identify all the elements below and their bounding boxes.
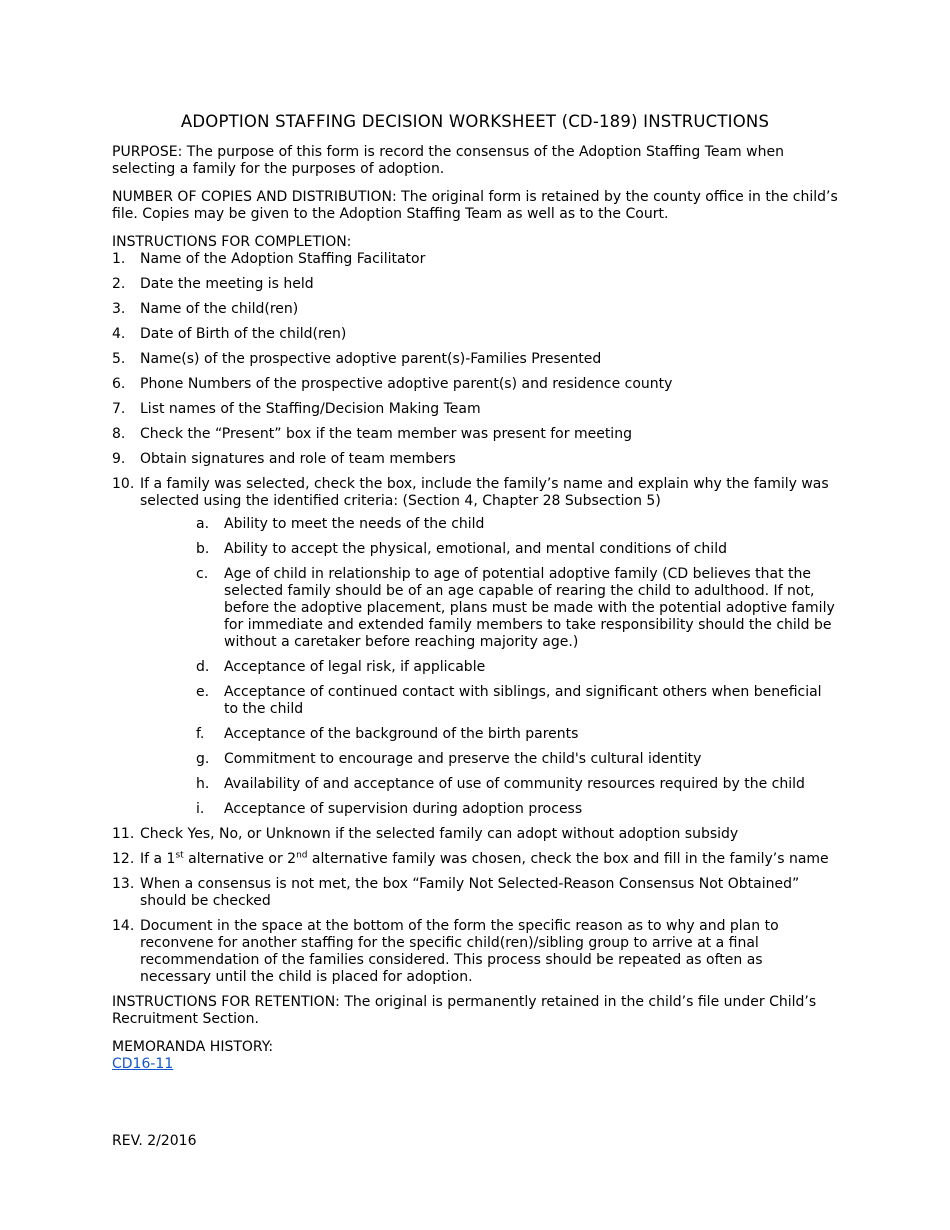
item-text: Name of the Adoption Staffing Facilitator <box>140 251 426 267</box>
item-number: 11. <box>112 826 135 842</box>
retention-text: The original is permanently retained in the child’s file under Child’s Recruitment Section. <box>112 994 817 1027</box>
item-number: 3. <box>112 301 126 317</box>
criteria-item <box>140 726 838 743</box>
criteria-letter: c. <box>196 566 209 582</box>
criteria-text: Acceptance of legal risk, if applicable <box>224 659 486 675</box>
list-item <box>112 876 838 910</box>
completion-heading: INSTRUCTIONS FOR COMPLETION: <box>112 234 352 250</box>
list-item <box>112 401 838 418</box>
item-number: 7. <box>112 401 126 417</box>
item-text: List names of the Staffing/Decision Making Team <box>140 401 481 417</box>
list-item <box>112 918 838 986</box>
list-item <box>112 826 838 843</box>
item-number: 1. <box>112 251 126 267</box>
criteria-letter: h. <box>196 776 210 792</box>
page-title: ADOPTION STAFFING DECISION WORKSHEET (CD-189) INSTRUCTIONS <box>180 112 770 131</box>
item-text: Obtain signatures and role of team members <box>140 451 456 467</box>
memo-link[interactable]: CD16-11 <box>112 1056 174 1072</box>
criteria-item <box>140 776 838 793</box>
criteria-letter: e. <box>196 684 210 700</box>
criteria-text: Age of child in relationship to age of potential adoptive family (CD believes that the selected family should be of an age capable of rearing the child to adulthood. If not, before the adoptive placement, plans must be made with the potential adoptive family for immediate and extended family members to take responsibility should the child be without a caretaker before reaching majority age.) <box>224 566 835 650</box>
item12-text-part3: alternative family was chosen, check the box and fill in the family’s name <box>307 851 829 867</box>
item-text: Date the meeting is held <box>140 276 314 292</box>
criteria-text: Availability of and acceptance of use of community resources required by the child <box>224 776 805 792</box>
item-number: 4. <box>112 326 126 342</box>
list-item <box>112 251 838 268</box>
item-number: 12. <box>112 851 135 867</box>
criteria-letter: f. <box>196 726 205 742</box>
distribution-section <box>112 189 838 223</box>
list-item <box>112 426 838 443</box>
criteria-item <box>140 659 838 676</box>
criteria-text: Ability to accept the physical, emotional, and mental conditions of child <box>224 541 727 557</box>
retention-label: INSTRUCTIONS FOR RETENTION: <box>112 994 340 1010</box>
list-item <box>112 326 838 343</box>
item-text: If a family was selected, check the box, include the family’s name and explain why the family was selected using the identified criteria: (Section 4, Chapter 28 Subsection 5) <box>140 476 829 509</box>
criteria-item <box>140 541 838 558</box>
purpose-section <box>112 144 838 178</box>
list-item <box>112 351 838 368</box>
criteria-item <box>140 684 838 718</box>
retention-section <box>112 994 838 1028</box>
item-number: 2. <box>112 276 126 292</box>
item-text: Name of the child(ren) <box>140 301 299 317</box>
criteria-text: Acceptance of continued contact with siblings, and significant others when beneficial to the child <box>224 684 822 717</box>
item12-superscript-1: st <box>175 850 184 861</box>
memoranda-heading: MEMORANDA HISTORY: <box>112 1039 274 1055</box>
item-number: 10. <box>112 476 135 492</box>
list-item <box>112 851 838 868</box>
criteria-text: Ability to meet the needs of the child <box>224 516 485 532</box>
criteria-text: Acceptance of supervision during adoption process <box>224 801 583 817</box>
criteria-letter: i. <box>196 801 205 817</box>
criteria-item <box>140 801 838 818</box>
item-number: 5. <box>112 351 126 367</box>
criteria-letter: b. <box>196 541 210 557</box>
criteria-item <box>140 566 838 651</box>
instruction-list <box>112 251 838 986</box>
item-number: 13. <box>112 876 135 892</box>
item12-text-part1: If a 1 <box>140 851 176 867</box>
list-item <box>112 476 838 818</box>
item-text <box>140 851 829 867</box>
criteria-text: Acceptance of the background of the birth parents <box>224 726 579 742</box>
item-text: When a consensus is not met, the box “Family Not Selected-Reason Consensus Not Obtained” should be checked <box>140 876 800 909</box>
item-text: Check the “Present” box if the team member was present for meeting <box>140 426 632 442</box>
list-item <box>112 301 838 318</box>
revision-label: REV. 2/2016 <box>112 1133 197 1149</box>
item-number: 6. <box>112 376 126 392</box>
criteria-letter: g. <box>196 751 210 767</box>
purpose-label: PURPOSE: <box>112 144 183 160</box>
criteria-letter: a. <box>196 516 210 532</box>
criteria-letter: d. <box>196 659 210 675</box>
item-text: Check Yes, No, or Unknown if the selected family can adopt without adoption subsidy <box>140 826 739 842</box>
criteria-item <box>140 751 838 768</box>
item-number: 8. <box>112 426 126 442</box>
distribution-label: NUMBER OF COPIES AND DISTRIBUTION: <box>112 189 397 205</box>
list-item <box>112 451 838 468</box>
list-item <box>112 276 838 293</box>
list-item <box>112 376 838 393</box>
item-number: 14. <box>112 918 135 934</box>
distribution-text: The original form is retained by the county office in the child’s file. Copies may be given to the Adoption Staffing Team as well as to the Court. <box>112 189 838 222</box>
item12-superscript-2: nd <box>296 850 308 861</box>
item-text: Name(s) of the prospective adoptive parent(s)-Families Presented <box>140 351 602 367</box>
document-page <box>112 112 838 1073</box>
item-text: Document in the space at the bottom of the form the specific reason as to why and plan to reconvene for another staffing for the specific child(ren)/sibling group to arrive at a final recommendation of the families considered. This process should be repeated as often as necessary until the child is placed for adoption. <box>140 918 779 985</box>
item12-text-part2: alternative or 2 <box>183 851 297 867</box>
criteria-item <box>140 516 838 533</box>
purpose-text: The purpose of this form is record the consensus of the Adoption Staffing Team when selecting a family for the purposes of adoption. <box>112 144 784 177</box>
item-text: Phone Numbers of the prospective adoptive parent(s) and residence county <box>140 376 673 392</box>
item-number: 9. <box>112 451 126 467</box>
item-text: Date of Birth of the child(ren) <box>140 326 347 342</box>
criteria-list <box>140 516 838 818</box>
criteria-text: Commitment to encourage and preserve the child's cultural identity <box>224 751 702 767</box>
